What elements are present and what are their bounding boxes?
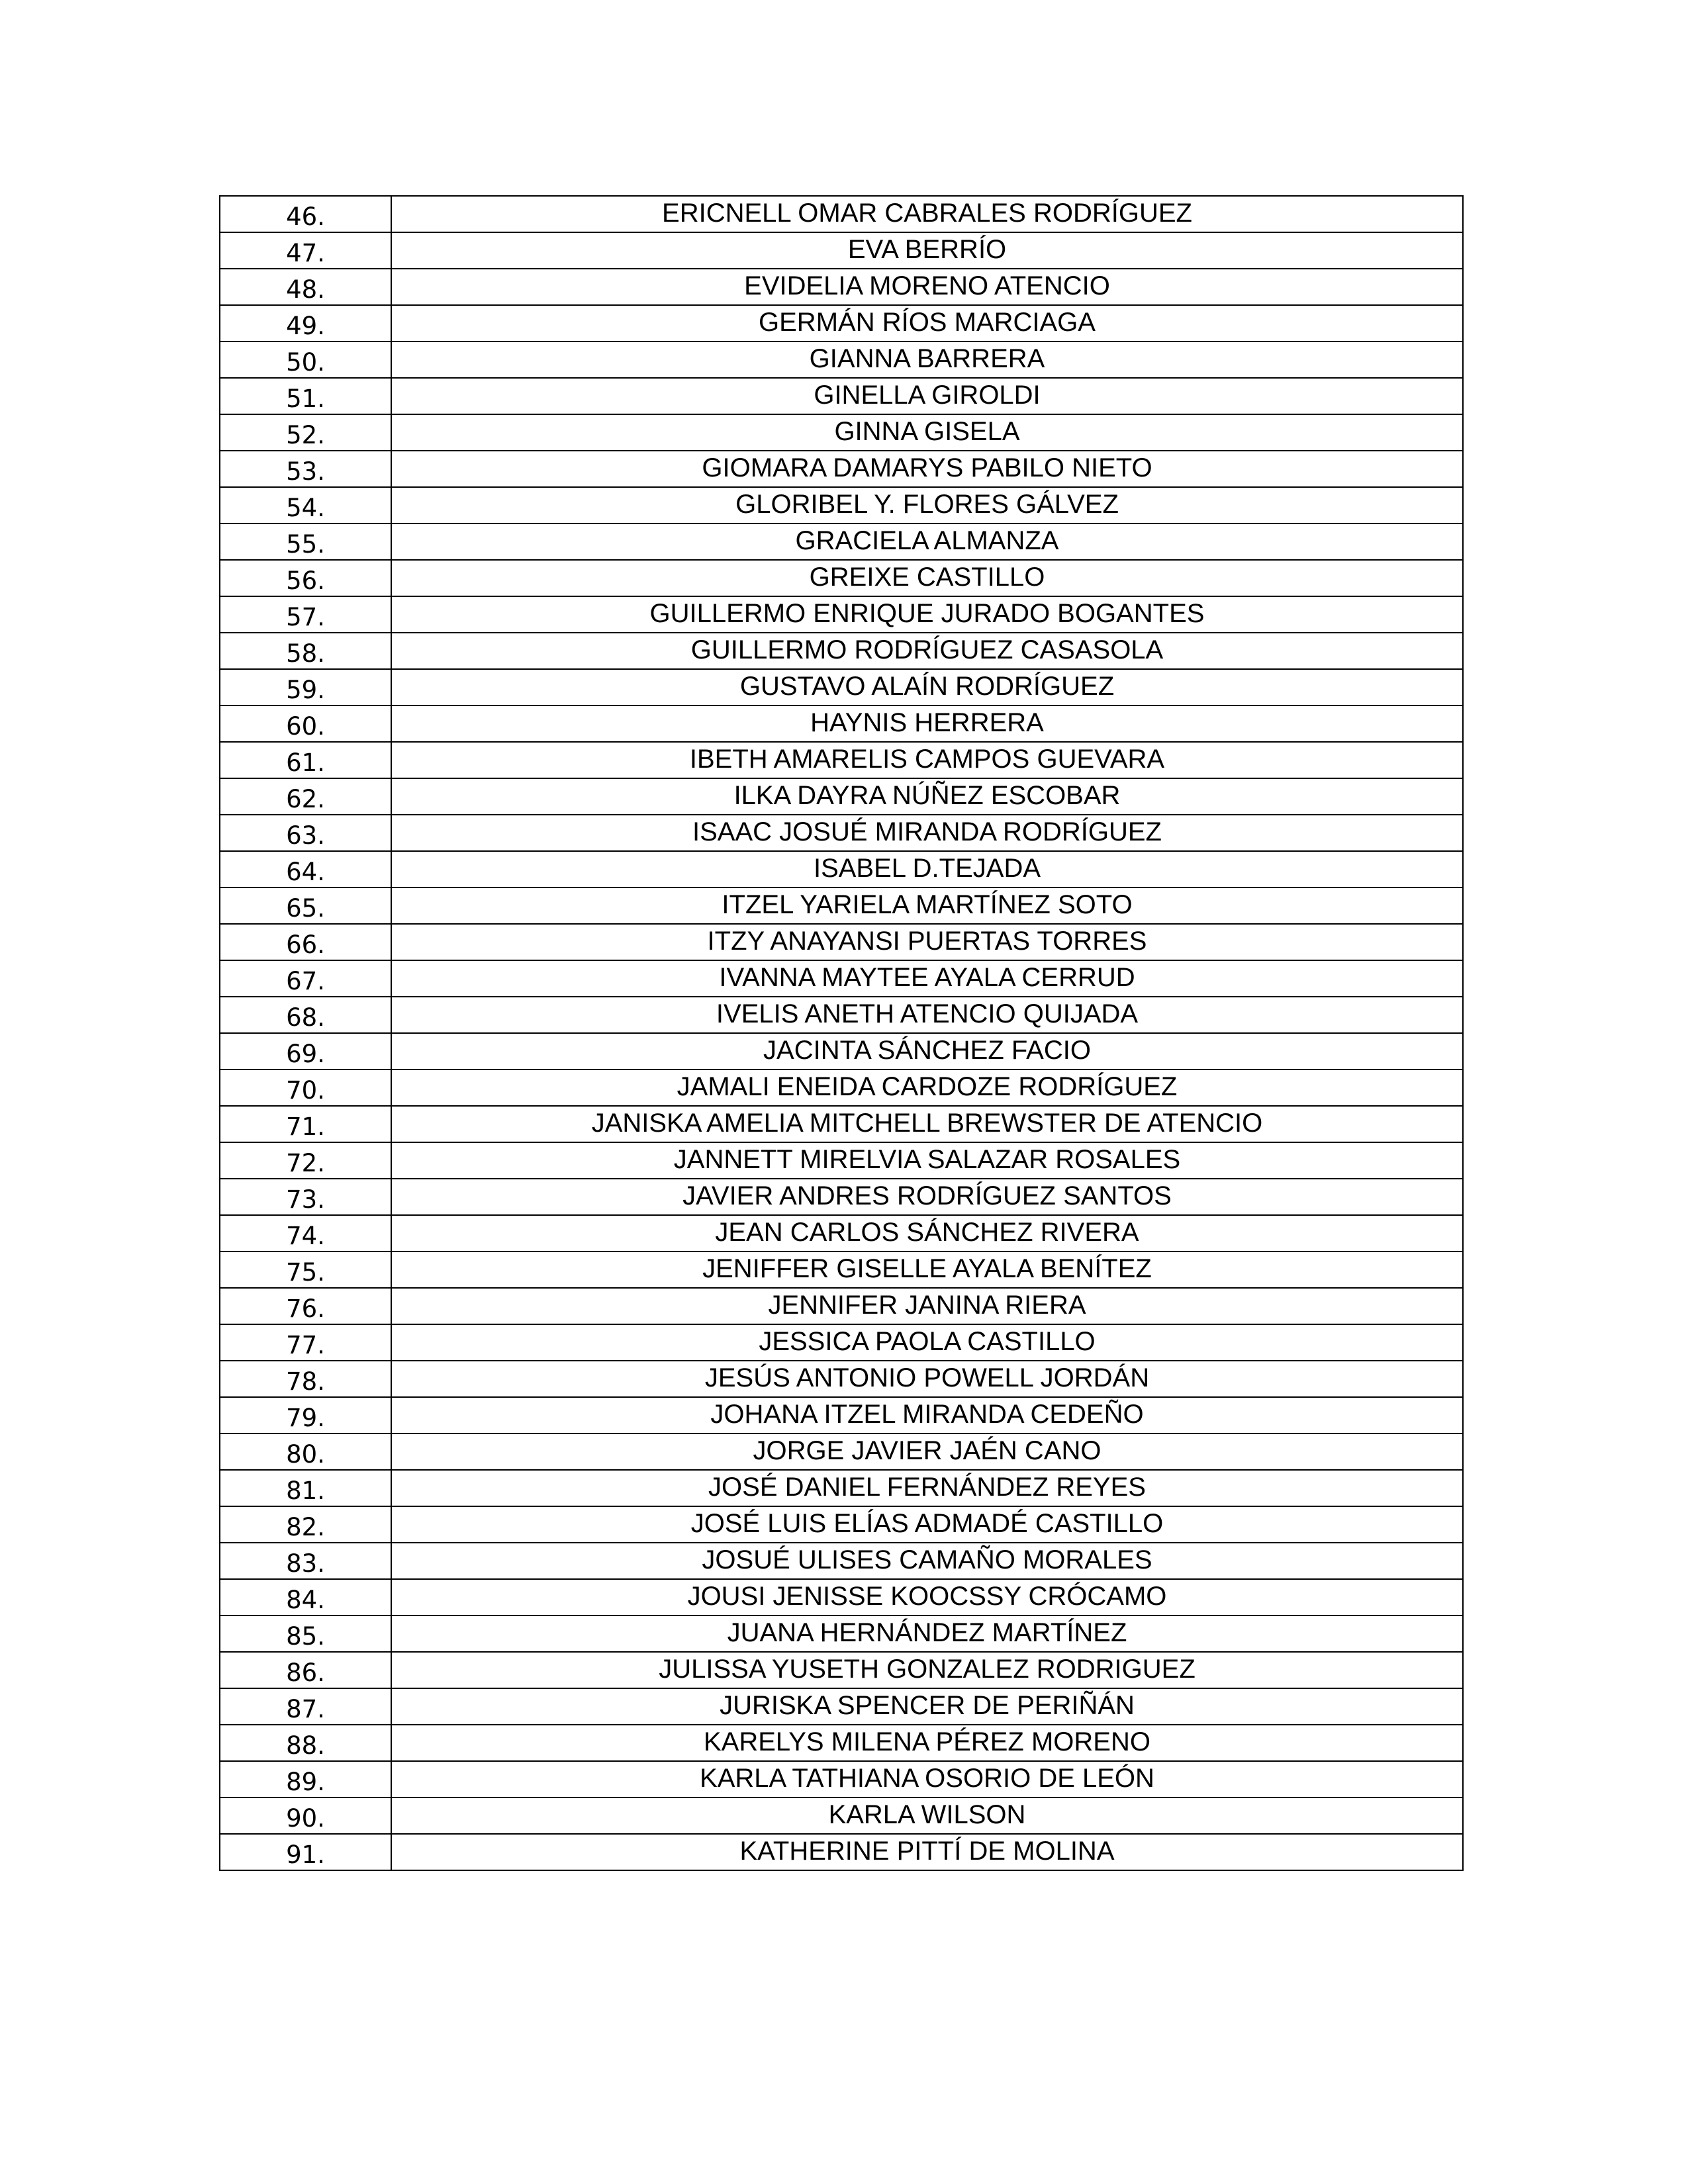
table-row	[220, 1579, 1463, 1615]
table-row	[220, 451, 1463, 487]
table-row	[220, 523, 1463, 560]
person-name: GIANNA BARRERA	[391, 341, 1463, 378]
person-name: KARELYS MILENA PÉREZ MORENO	[391, 1725, 1463, 1761]
row-number: 73.	[220, 1179, 391, 1215]
person-name: IVANNA MAYTEE AYALA CERRUD	[391, 960, 1463, 997]
table-row	[220, 1251, 1463, 1288]
person-name: JESÚS ANTONIO POWELL JORDÁN	[391, 1361, 1463, 1397]
table-row	[220, 269, 1463, 305]
person-name: GUSTAVO ALAÍN RODRÍGUEZ	[391, 669, 1463, 705]
table-row	[220, 1397, 1463, 1433]
table-row	[220, 1688, 1463, 1725]
row-number: 63.	[220, 815, 391, 851]
row-number: 51.	[220, 378, 391, 414]
table-row	[220, 1797, 1463, 1834]
row-number: 84.	[220, 1579, 391, 1615]
person-name: KARLA WILSON	[391, 1797, 1463, 1834]
table-row	[220, 305, 1463, 341]
row-number: 62.	[220, 778, 391, 815]
table-row	[220, 232, 1463, 269]
table-row	[220, 960, 1463, 997]
row-number: 88.	[220, 1725, 391, 1761]
table-row	[220, 1142, 1463, 1179]
row-number: 85.	[220, 1615, 391, 1652]
row-number: 56.	[220, 560, 391, 596]
row-number: 64.	[220, 851, 391, 887]
row-number: 83.	[220, 1543, 391, 1579]
row-number: 68.	[220, 997, 391, 1033]
table-row	[220, 1652, 1463, 1688]
person-name: JANISKA AMELIA MITCHELL BREWSTER DE ATENCIO	[391, 1106, 1463, 1142]
person-name: ITZEL YARIELA MARTÍNEZ SOTO	[391, 887, 1463, 924]
names-table-body	[220, 196, 1463, 1870]
row-number: 58.	[220, 633, 391, 669]
row-number: 70.	[220, 1069, 391, 1106]
person-name: KARLA TATHIANA OSORIO DE LEÓN	[391, 1761, 1463, 1797]
row-number: 82.	[220, 1506, 391, 1543]
table-row	[220, 414, 1463, 451]
table-row	[220, 1033, 1463, 1069]
person-name: IBETH AMARELIS CAMPOS GUEVARA	[391, 742, 1463, 778]
table-row	[220, 705, 1463, 742]
row-number: 65.	[220, 887, 391, 924]
table-row	[220, 887, 1463, 924]
row-number: 86.	[220, 1652, 391, 1688]
row-number: 46.	[220, 196, 391, 232]
row-number: 71.	[220, 1106, 391, 1142]
person-name: JENNIFER JANINA RIERA	[391, 1288, 1463, 1324]
table-row	[220, 378, 1463, 414]
row-number: 47.	[220, 232, 391, 269]
person-name: JUANA HERNÁNDEZ MARTÍNEZ	[391, 1615, 1463, 1652]
row-number: 52.	[220, 414, 391, 451]
person-name: JOSUÉ ULISES CAMAÑO MORALES	[391, 1543, 1463, 1579]
person-name: JESSICA PAOLA CASTILLO	[391, 1324, 1463, 1361]
table-row	[220, 778, 1463, 815]
row-number: 72.	[220, 1142, 391, 1179]
person-name: JEAN CARLOS SÁNCHEZ RIVERA	[391, 1215, 1463, 1251]
table-row	[220, 196, 1463, 232]
row-number: 57.	[220, 596, 391, 633]
person-name: GUILLERMO RODRÍGUEZ CASASOLA	[391, 633, 1463, 669]
table-row	[220, 487, 1463, 523]
row-number: 89.	[220, 1761, 391, 1797]
table-row	[220, 1834, 1463, 1870]
row-number: 75.	[220, 1251, 391, 1288]
person-name: ITZY ANAYANSI PUERTAS TORRES	[391, 924, 1463, 960]
table-row	[220, 851, 1463, 887]
table-row	[220, 1615, 1463, 1652]
table-row	[220, 997, 1463, 1033]
table-row	[220, 633, 1463, 669]
row-number: 59.	[220, 669, 391, 705]
person-name: GERMÁN RÍOS MARCIAGA	[391, 305, 1463, 341]
table-row	[220, 1761, 1463, 1797]
row-number: 90.	[220, 1797, 391, 1834]
person-name: GRACIELA ALMANZA	[391, 523, 1463, 560]
row-number: 50.	[220, 341, 391, 378]
table-row	[220, 924, 1463, 960]
row-number: 69.	[220, 1033, 391, 1069]
row-number: 60.	[220, 705, 391, 742]
row-number: 79.	[220, 1397, 391, 1433]
person-name: GLORIBEL Y. FLORES GÁLVEZ	[391, 487, 1463, 523]
person-name: JOHANA ITZEL MIRANDA CEDEÑO	[391, 1397, 1463, 1433]
person-name: JULISSA YUSETH GONZALEZ RODRIGUEZ	[391, 1652, 1463, 1688]
table-row	[220, 341, 1463, 378]
person-name: JORGE JAVIER JAÉN CANO	[391, 1433, 1463, 1470]
table-row	[220, 1179, 1463, 1215]
person-name: JENIFFER GISELLE AYALA BENÍTEZ	[391, 1251, 1463, 1288]
table-row	[220, 669, 1463, 705]
table-row	[220, 1725, 1463, 1761]
person-name: EVA BERRÍO	[391, 232, 1463, 269]
person-name: ISAAC JOSUÉ MIRANDA RODRÍGUEZ	[391, 815, 1463, 851]
table-row	[220, 815, 1463, 851]
row-number: 54.	[220, 487, 391, 523]
row-number: 78.	[220, 1361, 391, 1397]
person-name: GUILLERMO ENRIQUE JURADO BOGANTES	[391, 596, 1463, 633]
table-row	[220, 1069, 1463, 1106]
table-row	[220, 1361, 1463, 1397]
person-name: JAMALI ENEIDA CARDOZE RODRÍGUEZ	[391, 1069, 1463, 1106]
person-name: IVELIS ANETH ATENCIO QUIJADA	[391, 997, 1463, 1033]
person-name: EVIDELIA MORENO ATENCIO	[391, 269, 1463, 305]
table-row	[220, 596, 1463, 633]
row-number: 76.	[220, 1288, 391, 1324]
person-name: KATHERINE PITTÍ DE MOLINA	[391, 1834, 1463, 1870]
row-number: 55.	[220, 523, 391, 560]
row-number: 81.	[220, 1470, 391, 1506]
person-name: JOUSI JENISSE KOOCSSY CRÓCAMO	[391, 1579, 1463, 1615]
table-row	[220, 1106, 1463, 1142]
person-name: JOSÉ DANIEL FERNÁNDEZ REYES	[391, 1470, 1463, 1506]
table-row	[220, 1470, 1463, 1506]
row-number: 80.	[220, 1433, 391, 1470]
row-number: 87.	[220, 1688, 391, 1725]
person-name: ISABEL D.TEJADA	[391, 851, 1463, 887]
table-row	[220, 560, 1463, 596]
row-number: 66.	[220, 924, 391, 960]
table-row	[220, 1324, 1463, 1361]
table-row	[220, 1506, 1463, 1543]
row-number: 53.	[220, 451, 391, 487]
person-name: GINNA GISELA	[391, 414, 1463, 451]
table-row	[220, 1543, 1463, 1579]
person-name: ERICNELL OMAR CABRALES RODRÍGUEZ	[391, 196, 1463, 232]
names-table	[219, 195, 1464, 1871]
person-name: JACINTA SÁNCHEZ FACIO	[391, 1033, 1463, 1069]
person-name: GINELLA GIROLDI	[391, 378, 1463, 414]
person-name: JAVIER ANDRES RODRÍGUEZ SANTOS	[391, 1179, 1463, 1215]
row-number: 49.	[220, 305, 391, 341]
person-name: JURISKA SPENCER DE PERIÑÁN	[391, 1688, 1463, 1725]
person-name: GREIXE CASTILLO	[391, 560, 1463, 596]
person-name: GIOMARA DAMARYS PABILO NIETO	[391, 451, 1463, 487]
row-number: 48.	[220, 269, 391, 305]
row-number: 91.	[220, 1834, 391, 1870]
person-name: HAYNIS HERRERA	[391, 705, 1463, 742]
table-row	[220, 742, 1463, 778]
table-row	[220, 1215, 1463, 1251]
row-number: 61.	[220, 742, 391, 778]
person-name: JANNETT MIRELVIA SALAZAR ROSALES	[391, 1142, 1463, 1179]
row-number: 77.	[220, 1324, 391, 1361]
person-name: JOSÉ LUIS ELÍAS ADMADÉ CASTILLO	[391, 1506, 1463, 1543]
table-row	[220, 1433, 1463, 1470]
table-row	[220, 1288, 1463, 1324]
person-name: ILKA DAYRA NÚÑEZ ESCOBAR	[391, 778, 1463, 815]
row-number: 74.	[220, 1215, 391, 1251]
row-number: 67.	[220, 960, 391, 997]
